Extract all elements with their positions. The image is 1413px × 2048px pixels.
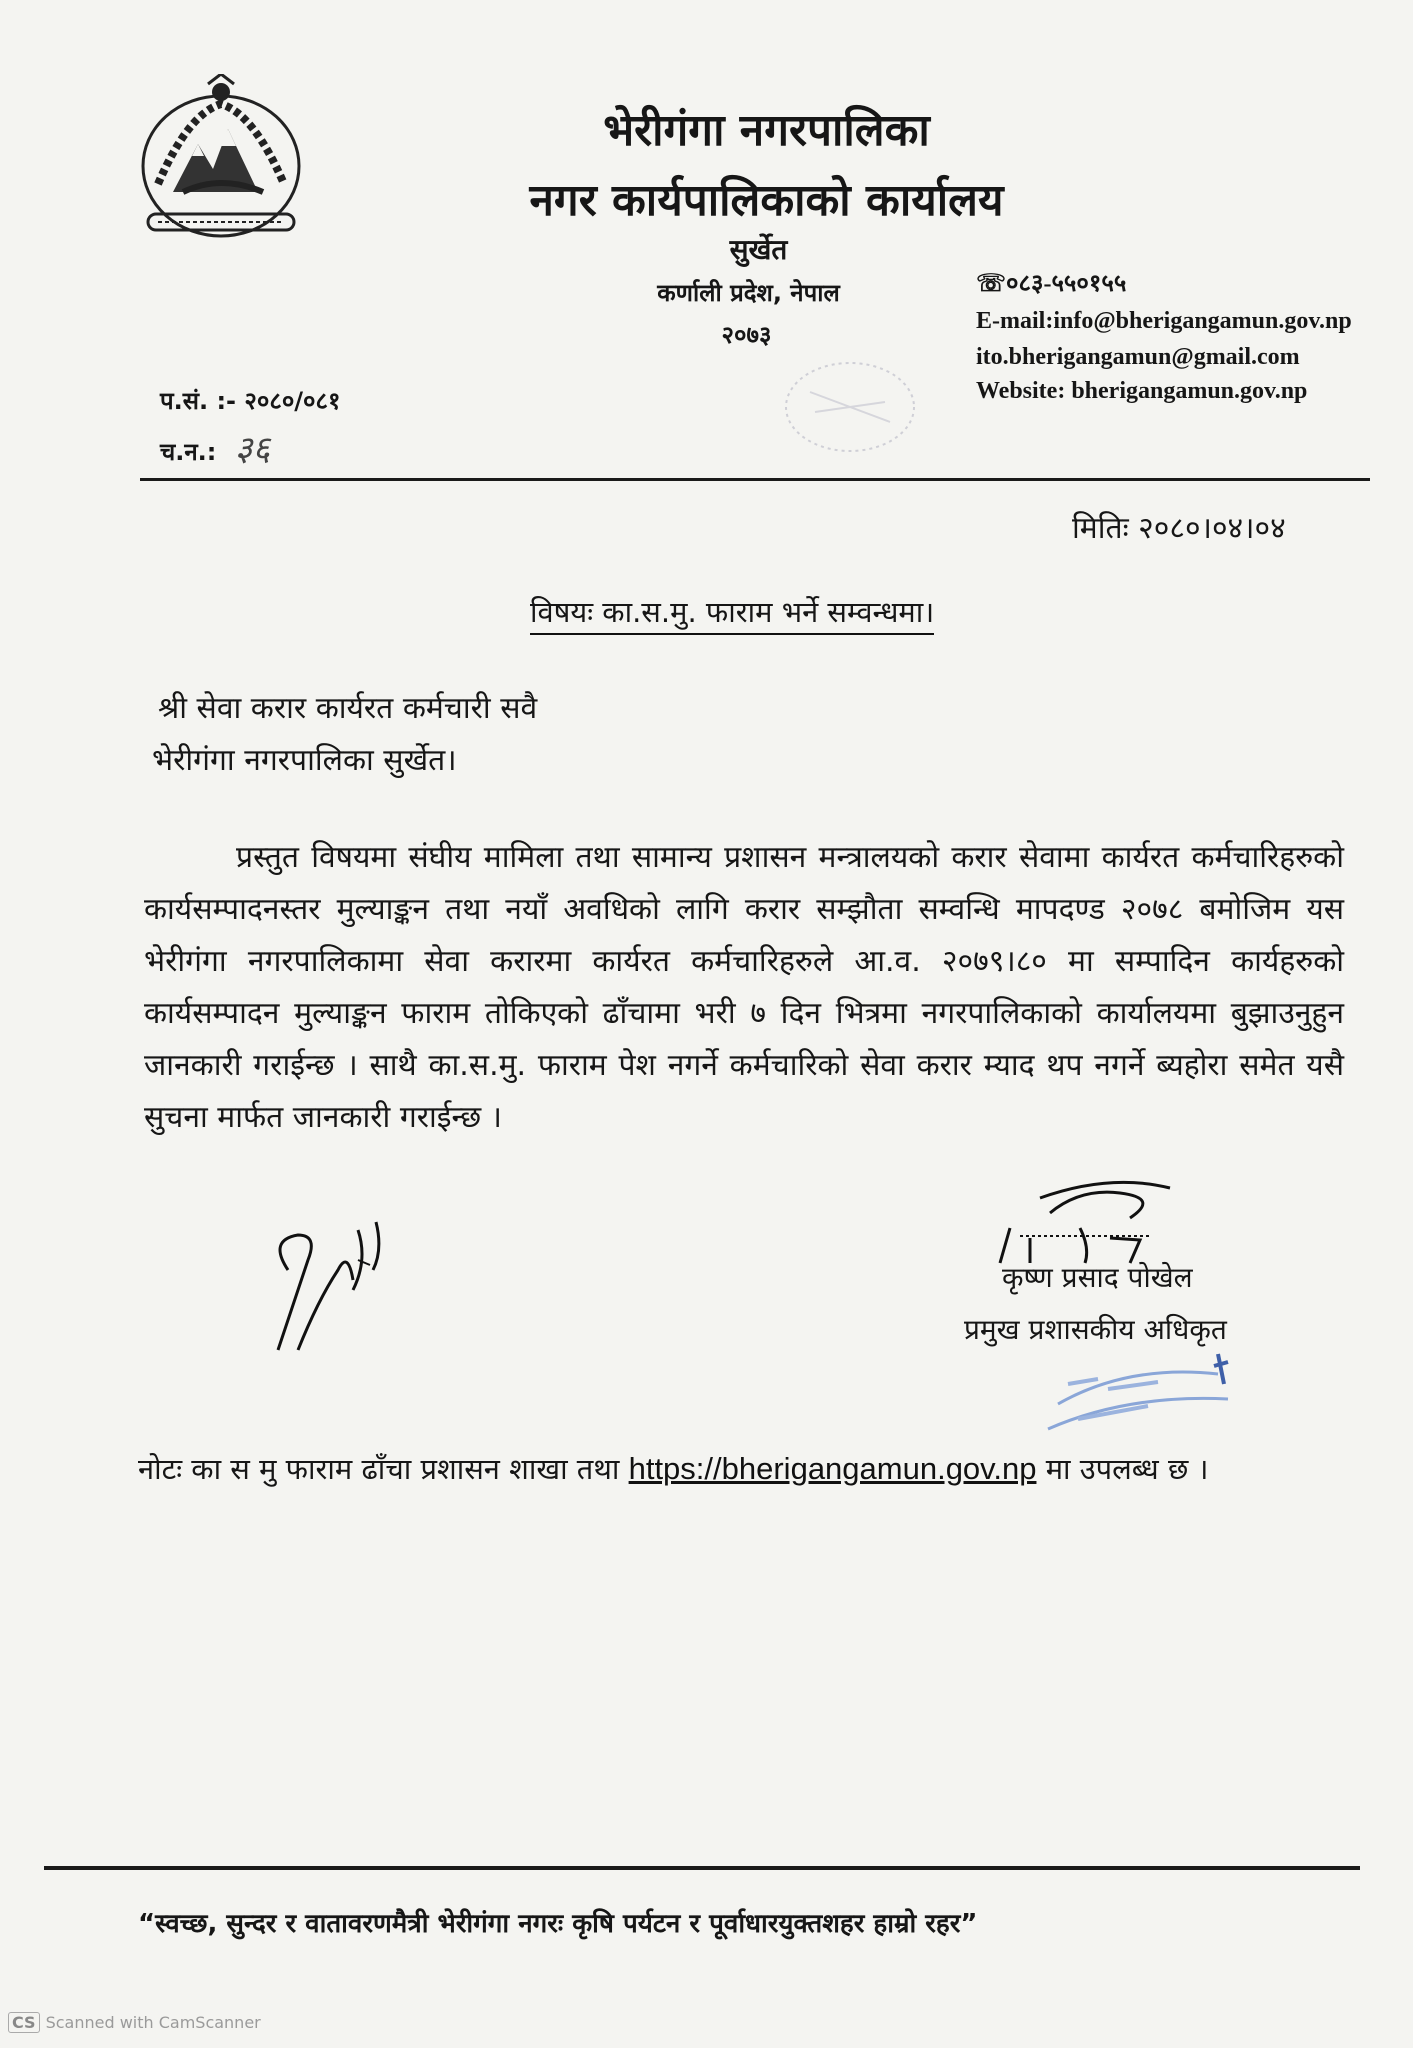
- note: [138, 1440, 1318, 1498]
- note-prefix: नोटः का स मु फाराम ढाँचा प्रशासन शाखा तथा: [138, 1452, 620, 1486]
- province: कर्णाली प्रदेश, नेपाल: [657, 279, 840, 307]
- ps-value: २०८०/०८१: [244, 387, 341, 415]
- scanner-text: Scanned with CamScanner: [45, 2013, 261, 2032]
- email-secondary: ito.bherigangamun@gmail.com: [976, 344, 1300, 370]
- cn-label: च.न.:: [160, 438, 217, 466]
- header-divider: [140, 478, 1370, 481]
- note-suffix: मा उपलब्ध छ ।: [1045, 1452, 1209, 1486]
- letter-date: मितिः २०८०।०४।०४: [1072, 511, 1286, 546]
- letter-body: प्रस्तुत विषयमा संघीय मामिला तथा सामान्य प्रशासन मन्त्रालयको करार सेवामा कार्यरत कर्मचारिहरुको कार्यसम्पादनस्तर मुल्याङ्कन तथा नयाँ अवधिको लागि करार सम्झौता सम्वन्धि मापदण्ड २०७८ बमोजिम यस भेरीगंगा नगरपालिकामा सेवा करारमा कार्यरत कर्मचारिहरुले आ.व. २०७९।८० मा सम्पादिन कार्यहरुको कार्यसम्पादन मुल्याङ्कन फाराम तोकिएको ढाँचामा भरी ७ दिन भित्रमा नगरपालिकाको कार्यालयमा बुझाउनुहुन जानकारी गराईन्छ । साथै का.स.मु. फाराम पेश नगर्ने कर्मचारिको सेवा करार म्याद थप नगर्ने ब्यहोरा समेत यसै सुचना मार्फत जानकारी गराईन्छ ।: [144, 840, 1344, 1135]
- left-signature: [258, 1200, 408, 1370]
- addressee-line-2: भेरीगंगा नगरपालिका सुर्खेत।: [152, 743, 457, 778]
- email-primary: E-mail:info@bherigangamun.gov.np: [976, 308, 1352, 334]
- right-signature: [990, 1168, 1200, 1268]
- camscanner-logo: CS: [8, 2012, 40, 2033]
- letter-subject: विषयः का.स.मु. फाराम भर्ने सम्वन्धमा।: [530, 592, 934, 635]
- addressee-line-1: श्री सेवा करार कार्यरत कर्मचारी सवै: [158, 691, 538, 726]
- footer-divider: [44, 1866, 1360, 1870]
- office-name: नगर कार्यपालिकाको कार्यालय: [529, 175, 1004, 226]
- established-year: २०७३: [721, 321, 772, 349]
- official-stamp: [1038, 1344, 1238, 1440]
- footer-slogan: “स्वच्छ, सुन्दर र वातावरणमैत्री भेरीगंगा नगरः कृषि पर्यटन र पूर्वाधारयुक्तशहर हाम्रो रहर”: [138, 1909, 978, 1939]
- faint-stamp-mark: [770, 352, 930, 462]
- cn-value: ३६: [234, 429, 271, 469]
- ps-label: प.सं. :-: [160, 387, 237, 415]
- signatory-name: कृष्ण प्रसाद पोखेल: [1002, 1261, 1193, 1294]
- phone-number: ☏०८३-५५०१५५: [976, 271, 1127, 297]
- scanner-watermark: [8, 2012, 261, 2033]
- website-link[interactable]: https://bherigangamun.gov.np: [628, 1451, 1037, 1486]
- dispatch-number: [160, 424, 270, 470]
- website: Website: bherigangamun.gov.np: [976, 378, 1308, 404]
- signatory-title: प्रमुख प्रशासकीय अधिकृत: [964, 1313, 1227, 1346]
- org-name: भेरीगंगा नगरपालिका: [603, 105, 930, 156]
- letter-reference-number: [160, 384, 341, 417]
- district: सुर्खेत: [729, 233, 788, 266]
